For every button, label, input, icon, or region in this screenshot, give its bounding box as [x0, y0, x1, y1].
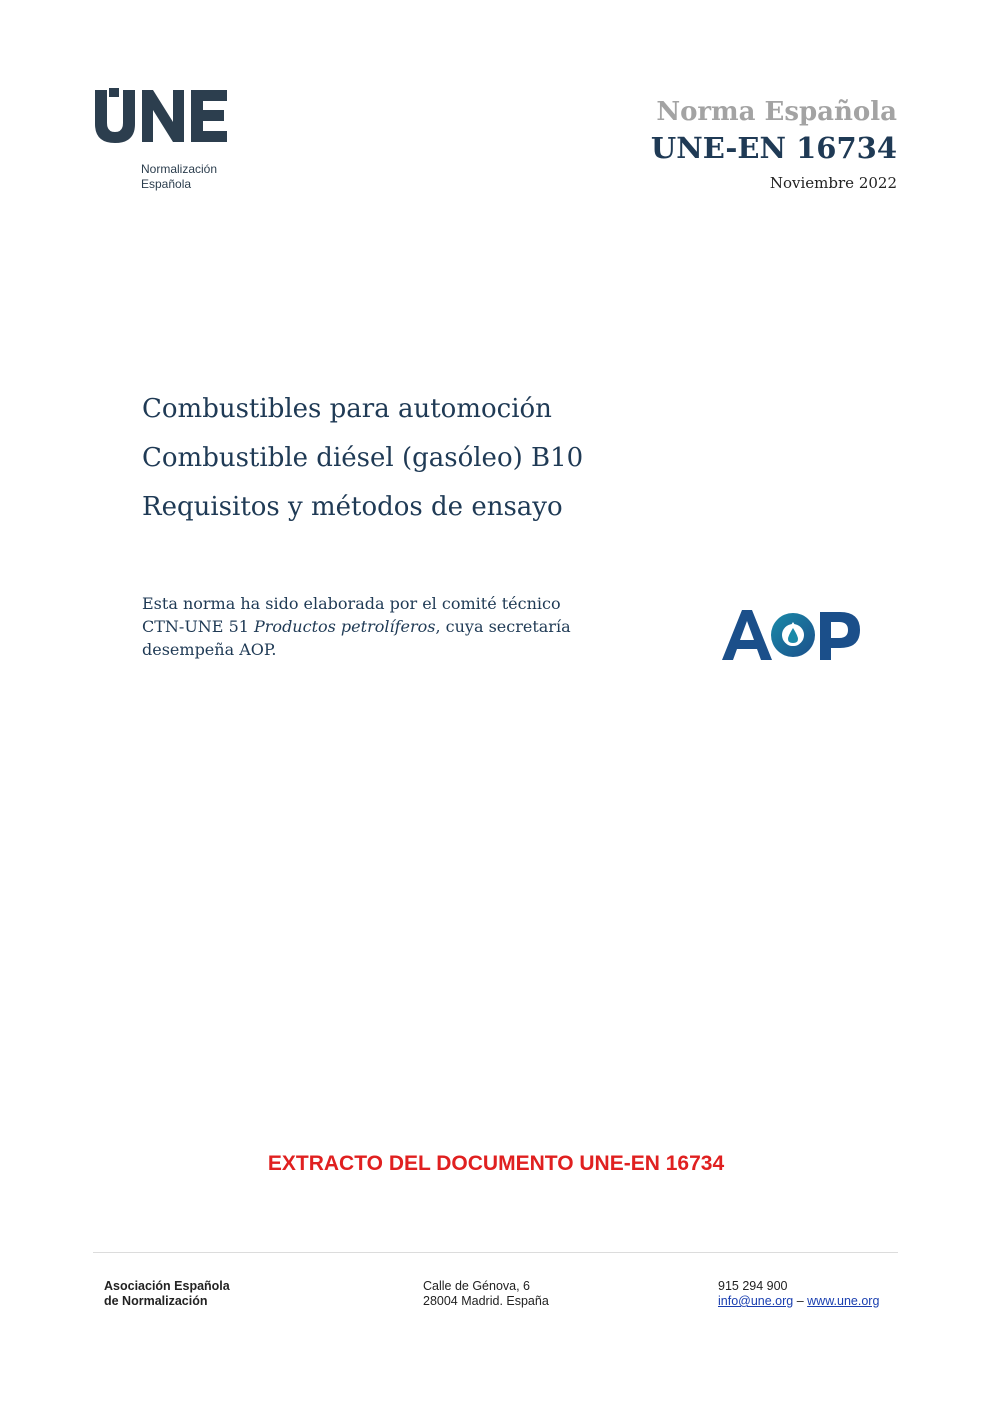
footer-links [718, 1294, 879, 1309]
footer-address [423, 1279, 549, 1309]
footer-address-line2: 28004 Madrid. España [423, 1294, 549, 1308]
aop-logo [720, 604, 865, 666]
aop-logo-mark [720, 604, 865, 666]
une-logo-mark [93, 88, 233, 148]
description-text-2: , cuya secretaría desempeña AOP. [142, 617, 571, 659]
footer-address-line1: Calle de Génova, 6 [423, 1279, 531, 1293]
title-line-2: Combustible diésel (gasóleo) B10 [142, 443, 584, 473]
footer-email-link[interactable]: info@une.org [718, 1294, 794, 1308]
footer-website-link[interactable]: www.une.org [807, 1294, 880, 1308]
document-kind: Norma Española [656, 97, 897, 127]
une-logo-subtitle [141, 162, 217, 192]
footer-link-separator: – [793, 1294, 808, 1308]
footer-phone: 915 294 900 [718, 1279, 788, 1293]
footer-divider [93, 1252, 898, 1253]
une-subtitle-line1: Normalización [141, 162, 218, 176]
une-subtitle-line2: Española [141, 177, 192, 191]
footer-org-line2: de Normalización [104, 1294, 208, 1308]
document-titles [142, 385, 583, 532]
excerpt-notice: EXTRACTO DEL DOCUMENTO UNE-EN 16734 [267, 1152, 725, 1175]
title-line-1: Combustibles para automoción [142, 394, 552, 424]
document-date: Noviembre 2022 [769, 174, 897, 192]
footer-contact [718, 1279, 879, 1309]
document-header [651, 96, 897, 192]
document-code: UNE-EN 16734 [650, 131, 897, 165]
committee-description [142, 592, 602, 661]
title-line-3: Requisitos y métodos de ensayo [142, 492, 563, 522]
description-italic: Productos petrolíferos [254, 617, 436, 636]
footer-org-line1: Asociación Española [104, 1279, 230, 1293]
footer-organization [104, 1279, 230, 1309]
description-text-1: Esta norma ha sido elaborada por el comité técnico CTN-UNE 51 [142, 594, 561, 636]
